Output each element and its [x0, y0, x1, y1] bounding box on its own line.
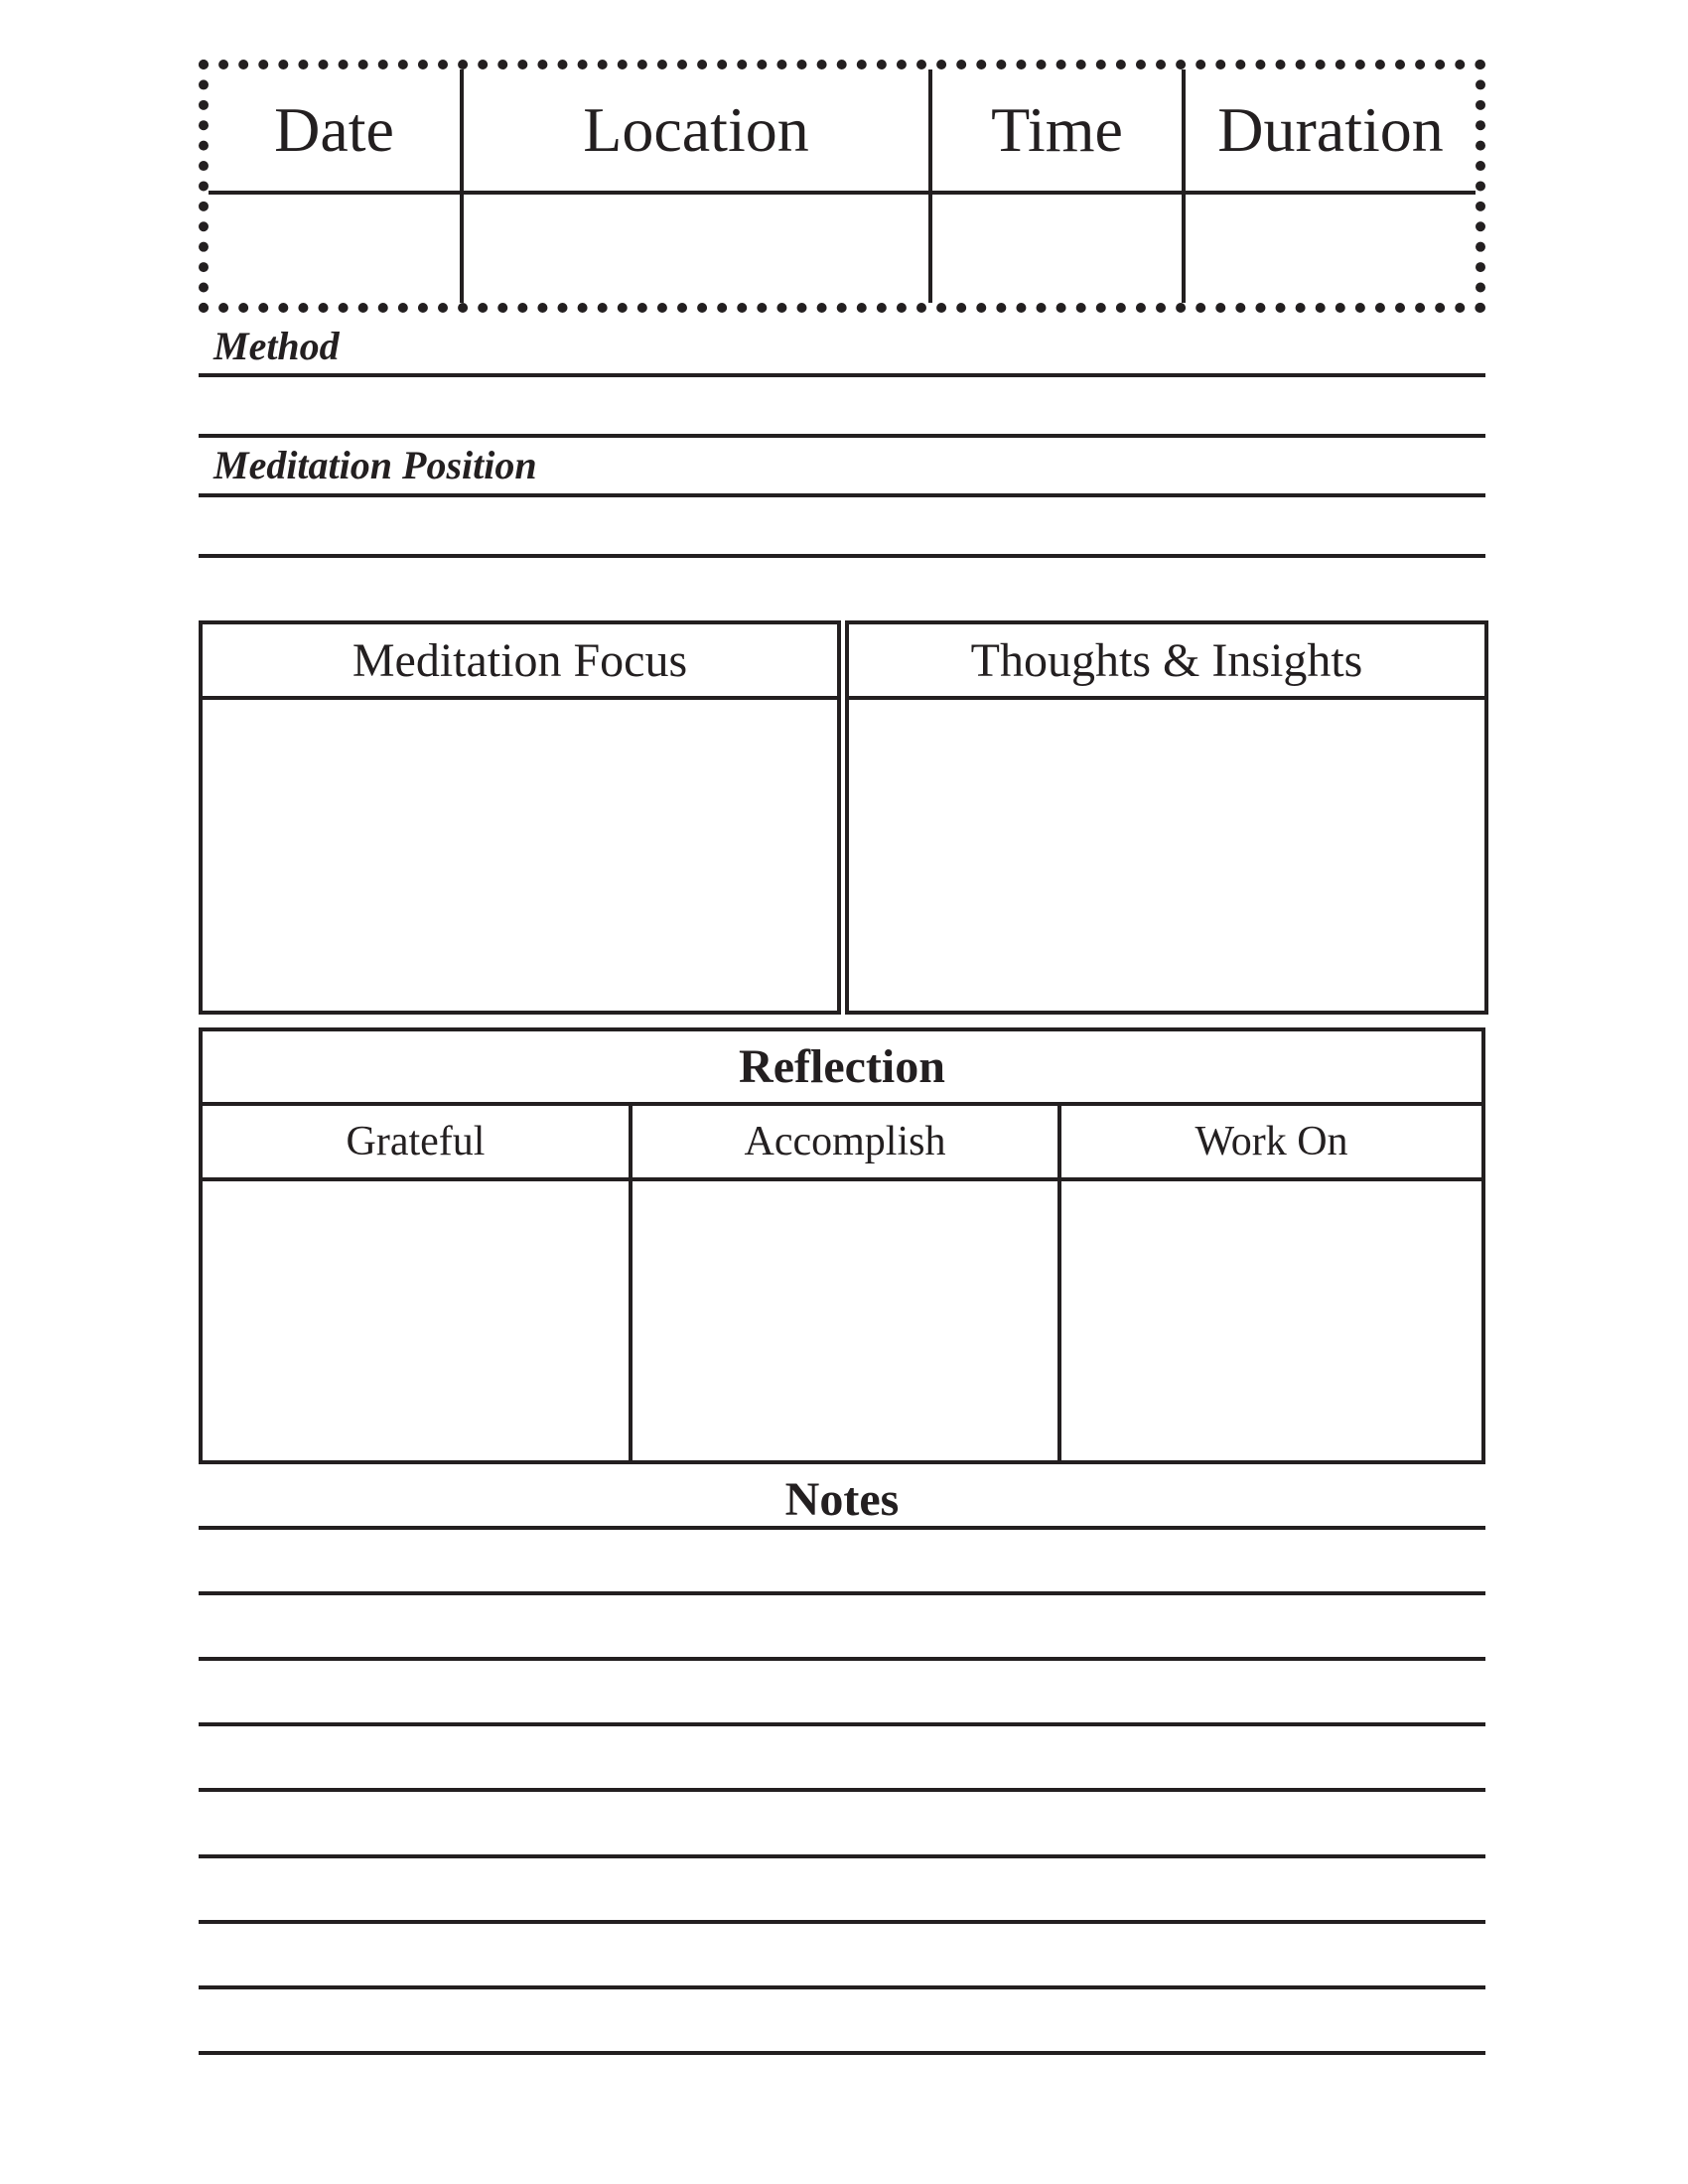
date-header: Date — [274, 94, 394, 165]
accomplish-header: Accomplish — [633, 1106, 1057, 1181]
position-line[interactable] — [199, 554, 1485, 558]
duration-header: Duration — [1217, 94, 1444, 165]
method-label: Method — [213, 324, 340, 368]
meditation-focus-box[interactable] — [199, 620, 841, 1015]
grateful-header: Grateful — [203, 1106, 629, 1181]
notes-line[interactable] — [199, 2051, 1485, 2055]
session-header-table — [199, 60, 1485, 313]
thoughts-insights-box[interactable] — [845, 620, 1488, 1015]
work-on-header: Work On — [1061, 1106, 1481, 1181]
notes-line[interactable] — [199, 1722, 1485, 1726]
notes-line[interactable] — [199, 1985, 1485, 1989]
notes-line[interactable] — [199, 1854, 1485, 1858]
location-header: Location — [583, 94, 809, 165]
reflection-box — [199, 1027, 1485, 1464]
notes-line[interactable] — [199, 1920, 1485, 1924]
notes-line[interactable] — [199, 1788, 1485, 1792]
location-field[interactable] — [464, 195, 928, 303]
thoughts-insights-title: Thoughts & Insights — [849, 624, 1484, 700]
position-label: Meditation Position — [213, 443, 537, 487]
notes-line[interactable] — [199, 1526, 1485, 1530]
meditation-focus-title: Meditation Focus — [203, 624, 837, 700]
method-line[interactable] — [199, 373, 1485, 377]
date-field[interactable] — [209, 195, 460, 303]
accomplish-field[interactable] — [633, 1181, 1057, 1460]
notes-title: Notes — [784, 1472, 900, 1526]
duration-field[interactable] — [1186, 195, 1476, 303]
notes-line[interactable] — [199, 1657, 1485, 1661]
time-field[interactable] — [932, 195, 1182, 303]
notes-line[interactable] — [199, 1591, 1485, 1595]
grateful-field[interactable] — [203, 1181, 629, 1460]
work-on-field[interactable] — [1061, 1181, 1481, 1460]
position-line[interactable] — [199, 493, 1485, 497]
method-line[interactable] — [199, 434, 1485, 438]
reflection-title: Reflection — [203, 1031, 1481, 1106]
time-header: Time — [991, 94, 1123, 165]
